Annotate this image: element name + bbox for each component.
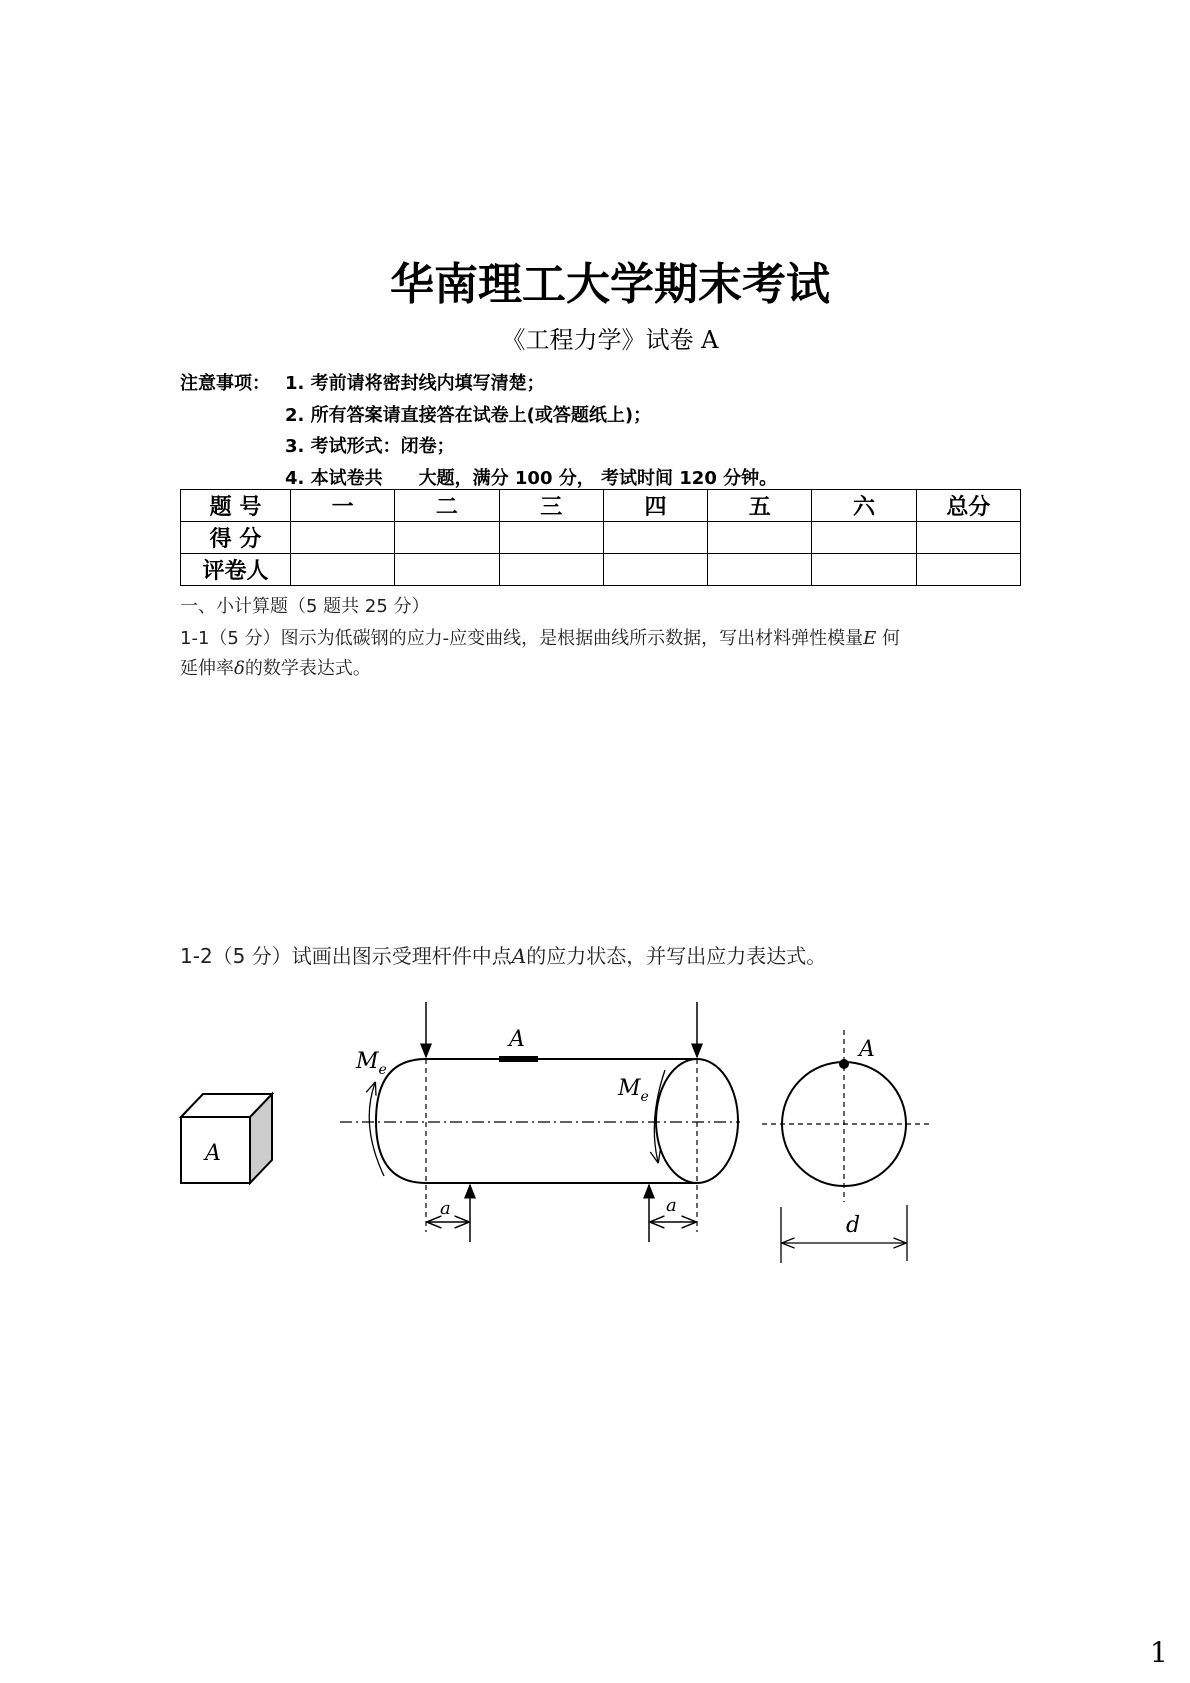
point-a-marker — [499, 1056, 538, 1062]
notice-item: 4. 本试卷共 大题，满分 100 分， 考试时间 120 分钟。 — [285, 468, 778, 489]
moment-label-right — [617, 1076, 649, 1105]
var-a: A — [511, 944, 527, 968]
table-header: 二 — [395, 490, 499, 522]
notice-label: 注意事项： — [180, 373, 270, 394]
section-point-a — [839, 1059, 849, 1069]
notice-item: 2. 所有答案请直接答在试卷上(或答题纸上)； — [285, 405, 652, 426]
moment-label-left — [355, 1049, 387, 1078]
stress-element-cube — [181, 1094, 272, 1183]
dim-d-label: d — [846, 1213, 861, 1238]
question-text: 的数学表达式。 — [244, 658, 371, 679]
table-header: 题 号 — [181, 490, 291, 522]
point-label: A — [509, 1027, 525, 1052]
question-text: 1-2（5 分）试画出图示受理杆件中点 — [180, 944, 512, 968]
row-label: 评卷人 — [181, 554, 291, 586]
question-text: 延伸率 — [180, 658, 234, 679]
var-e: E — [863, 628, 877, 649]
question-text: 的应力状态，并写出应力表达式。 — [526, 944, 827, 968]
table-header: 三 — [499, 490, 603, 522]
section-heading: 一、小计算题（5 题共 25 分） — [180, 596, 430, 617]
moment-symbol: M — [356, 1049, 379, 1074]
exam-title: 华南理工大学期末考试 — [390, 259, 830, 310]
row-label: 得 分 — [181, 522, 291, 554]
cube-label: A — [205, 1141, 221, 1166]
moment-symbol: M — [618, 1076, 641, 1101]
moment-subscript: e — [378, 1062, 387, 1078]
page-number: 1 — [1150, 1636, 1168, 1669]
exam-subtitle: 《工程力学》试卷 A — [501, 326, 719, 354]
table-header: 五 — [708, 490, 812, 522]
section-point-label: A — [859, 1037, 875, 1062]
question-text: 何 — [876, 628, 900, 649]
var-delta: δ — [234, 658, 245, 679]
question-text: 1-1（5 分）图示为低碳钢的应力-应变曲线，是根据曲线所示数据，写出材料弹性模量 — [180, 628, 864, 649]
table-header: 一 — [291, 490, 395, 522]
dim-a-label: a — [666, 1195, 677, 1216]
table-header: 四 — [603, 490, 707, 522]
table-header: 六 — [812, 490, 916, 522]
dim-a-label: a — [440, 1198, 451, 1219]
shaft — [376, 1059, 738, 1183]
moment-subscript: e — [640, 1089, 649, 1105]
notice-item: 1. 考前请将密封线内填写清楚； — [285, 373, 545, 394]
table-header: 总分 — [916, 490, 1020, 522]
notice-item: 3. 考试形式：闭卷； — [285, 436, 455, 457]
